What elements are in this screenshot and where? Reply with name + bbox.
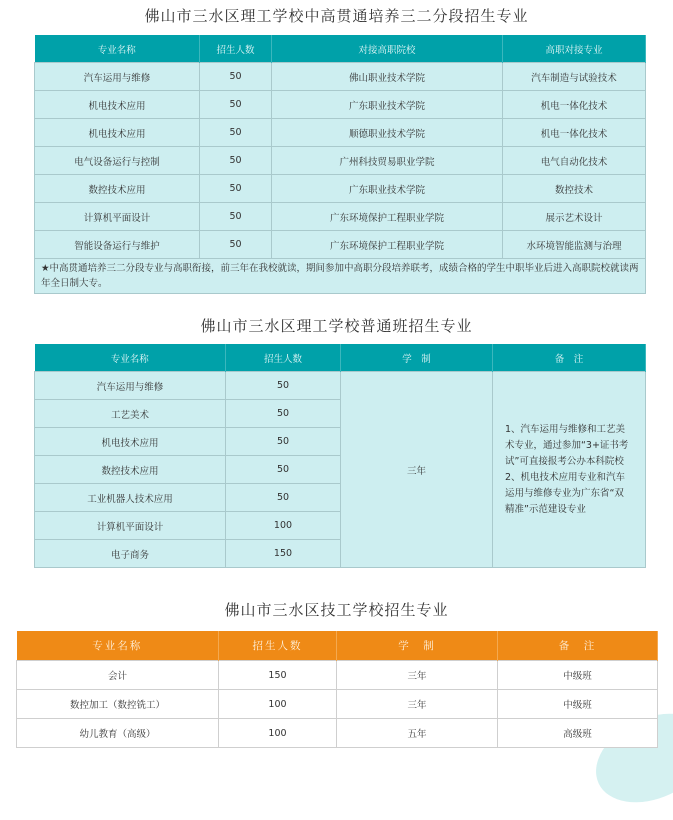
table-cell: 广东环境保护工程职业学院 — [272, 231, 503, 259]
table-cell: 数控技术 — [503, 175, 646, 203]
column-header: 高职对接专业 — [503, 35, 646, 63]
table-cell: 电子商务 — [35, 540, 226, 568]
table-cell: 广东环境保护工程职业学院 — [272, 203, 503, 231]
table-cell: 三年 — [337, 661, 498, 690]
column-header: 对接高职院校 — [272, 35, 503, 63]
column-header: 备 注 — [498, 631, 658, 661]
duration-cell: 三年 — [341, 372, 493, 568]
table-cell: 50 — [200, 203, 272, 231]
table-cell: 机电一体化技术 — [503, 119, 646, 147]
table-cell: 数控加工（数控铣工） — [17, 690, 219, 719]
table-cell: 计算机平面设计 — [35, 512, 226, 540]
table-cell: 50 — [200, 63, 272, 91]
table-row — [35, 91, 646, 119]
table-cell: 汽车运用与维修 — [35, 372, 226, 400]
column-header: 学 制 — [337, 631, 498, 661]
table3 — [16, 631, 658, 748]
table-cell: 100 — [226, 512, 341, 540]
column-header: 学 制 — [341, 344, 493, 372]
table-cell: 数控技术应用 — [35, 456, 226, 484]
table-row — [35, 203, 646, 231]
table-cell: 水环境智能监测与治理 — [503, 231, 646, 259]
table3-title: 佛山市三水区技工学校招生专业 — [224, 601, 449, 619]
table-cell: 佛山职业技术学院 — [272, 63, 503, 91]
column-header: 专业名称 — [17, 631, 219, 661]
table-cell: 150 — [219, 661, 337, 690]
table-row — [35, 175, 646, 203]
table-cell: 广东职业技术学院 — [272, 91, 503, 119]
table-cell: 50 — [226, 372, 341, 400]
table-cell: 电气自动化技术 — [503, 147, 646, 175]
table-cell: 50 — [200, 147, 272, 175]
table-cell: 三年 — [337, 690, 498, 719]
table-cell: 150 — [226, 540, 341, 568]
table-cell: 50 — [226, 484, 341, 512]
table-cell: 机电技术应用 — [35, 428, 226, 456]
table-cell: 100 — [219, 690, 337, 719]
note-cell: ★中高贯通培养三二分段专业与高职衔接，前三年在我校就读，期间参加中高职分段培养联考，成绩合格的学生中职毕业后进入高职院校就读两年全日制大专。 — [35, 259, 646, 294]
table-cell: 会计 — [17, 661, 219, 690]
table-row — [35, 372, 646, 400]
table-cell: 工业机器人技术应用 — [35, 484, 226, 512]
table-cell: 50 — [226, 456, 341, 484]
table-cell: 幼儿教育（高级） — [17, 719, 219, 748]
table2-title: 佛山市三水区理工学校普通班招生专业 — [200, 317, 473, 335]
table1 — [34, 35, 646, 294]
column-header: 专业名称 — [35, 35, 200, 63]
column-header: 招生人数 — [200, 35, 272, 63]
table-cell: 计算机平面设计 — [35, 203, 200, 231]
table-row — [17, 690, 658, 719]
table-cell: 100 — [219, 719, 337, 748]
table-cell: 50 — [226, 400, 341, 428]
table-row — [17, 719, 658, 748]
remark-2: 2、机电技术应用专业和汽车运用与维修专业为广东省“双精准”示范建设专业 — [505, 471, 626, 515]
table1-title: 佛山市三水区理工学校中高贯通培养三二分段招生专业 — [144, 7, 529, 25]
table-cell: 50 — [226, 428, 341, 456]
column-header: 专业名称 — [35, 344, 226, 372]
table-cell: 高级班 — [498, 719, 658, 748]
table-row — [35, 231, 646, 259]
table-cell: 中级班 — [498, 661, 658, 690]
table-cell: 机电一体化技术 — [503, 91, 646, 119]
table-row — [35, 119, 646, 147]
table-cell: 50 — [200, 175, 272, 203]
table-cell: 机电技术应用 — [35, 119, 200, 147]
table2 — [34, 344, 646, 568]
table-cell: 50 — [200, 91, 272, 119]
table-cell: 机电技术应用 — [35, 91, 200, 119]
table-cell: 中级班 — [498, 690, 658, 719]
table-cell: 汽车制造与试验技术 — [503, 63, 646, 91]
table-cell: 顺德职业技术学院 — [272, 119, 503, 147]
table-cell: 数控技术应用 — [35, 175, 200, 203]
table-cell: 50 — [200, 231, 272, 259]
table-row — [35, 63, 646, 91]
column-header: 招生人数 — [226, 344, 341, 372]
table-cell: 50 — [200, 119, 272, 147]
table-cell: 智能设备运行与维护 — [35, 231, 200, 259]
remark-1: 1、汽车运用与维修和工艺美术专业，通过参加“3+证书考试”可直接报考公办本科院校 — [505, 423, 629, 467]
table-cell: 广州科技贸易职业学院 — [272, 147, 503, 175]
column-header: 备 注 — [493, 344, 646, 372]
table-cell: 电气设备运行与控制 — [35, 147, 200, 175]
table-row — [35, 147, 646, 175]
table-cell: 工艺美术 — [35, 400, 226, 428]
column-header: 招生人数 — [219, 631, 337, 661]
table-row — [17, 661, 658, 690]
remark-cell — [493, 372, 646, 568]
table-cell: 广东职业技术学院 — [272, 175, 503, 203]
table-cell: 五年 — [337, 719, 498, 748]
table-cell: 展示艺术设计 — [503, 203, 646, 231]
table-cell: 汽车运用与维修 — [35, 63, 200, 91]
